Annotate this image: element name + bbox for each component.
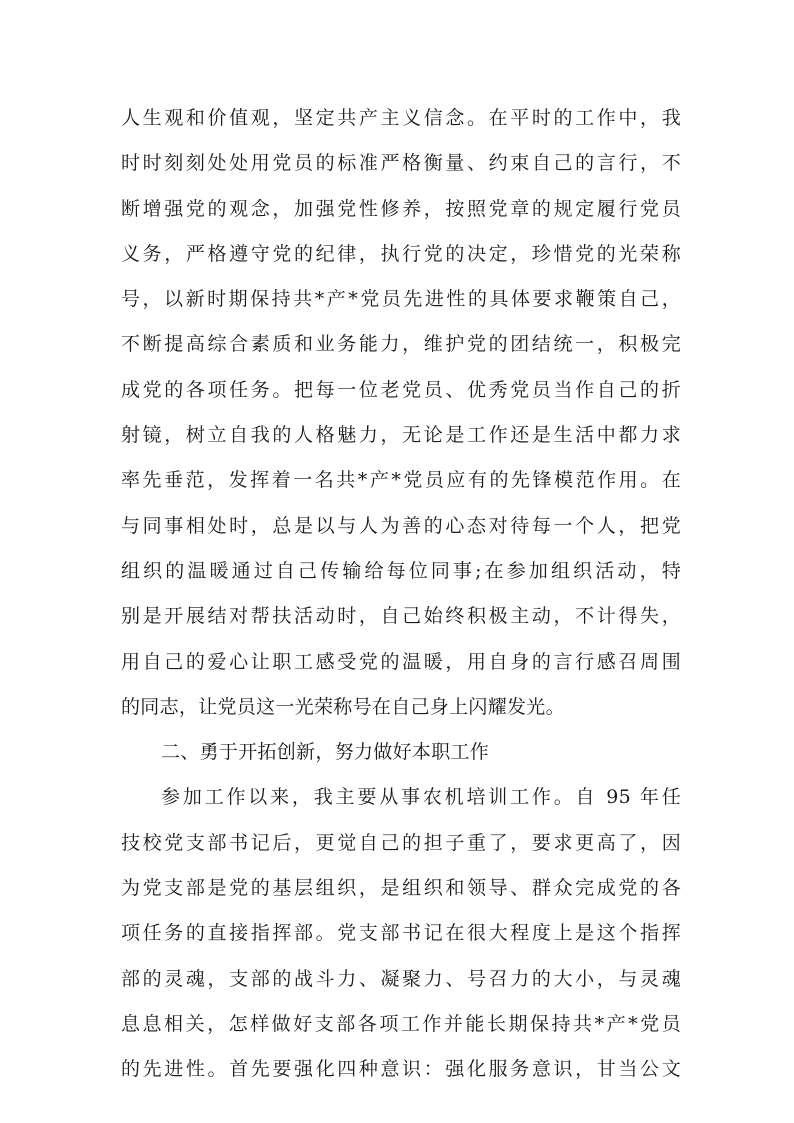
text-line: 为党支部是党的基层组织，是组织和领导、群众完成党的各 [121, 877, 681, 900]
text-line: 成党的各项任务。把每一位老党员、优秀党员当作自己的折 [121, 378, 681, 401]
text-line: 别是开展结对帮扶活动时，自己始终积极主动，不计得失， [121, 605, 681, 628]
text-line: 与同事相处时，总是以与人为善的心态对待每一个人，把党 [121, 514, 681, 537]
text-line: 的同志，让党员这一光荣称号在自己身上闪耀发光。 [121, 695, 565, 718]
text-line: 率先垂范，发挥着一名共*产*党员应有的先锋模范作用。在 [121, 469, 681, 492]
text-line: 人生观和价值观，坚定共产主义信念。在平时的工作中，我 [121, 107, 681, 129]
text-line: 不断提高综合素质和业务能力，维护党的团结统一，积极完 [121, 333, 681, 356]
text-line: 义务，严格遵守党的纪律，执行党的决定，珍惜党的光荣称 [121, 242, 681, 265]
text-line: 用自己的爱心让职工感受党的温暖，用自身的言行感召周围 [121, 650, 681, 673]
text-line: 项任务的直接指挥部。党支部书记在很大程度上是这个指挥 [121, 922, 681, 945]
text-line: 号，以新时期保持共*产*党员先进性的具体要求鞭策自己， [121, 288, 681, 311]
text-line: 息息相关，怎样做好支部各项工作并能长期保持共*产*党员 [121, 1012, 681, 1035]
text-line: 技校党支部书记后，更觉自己的担子重了，要求更高了，因 [121, 831, 681, 854]
body-text [121, 96, 681, 1093]
text-line: 组织的温暖通过自己传输给每位同事;在参加组织活动，特 [121, 559, 681, 582]
text-line: 部的灵魂，支部的战斗力、凝聚力、号召力的大小，与灵魂 [121, 967, 681, 990]
text-line: 时时刻刻处处用党员的标准严格衡量、约束自己的言行，不 [121, 152, 681, 175]
text-line: 射镜，树立自我的人格魅力，无论是工作还是生活中都力求 [121, 424, 681, 447]
text-line: 参加工作以来，我主要从事农机培训工作。自 95 年任 [161, 786, 681, 809]
text-line: 断增强党的观念，加强党性修养，按照党章的规定履行党员 [121, 197, 681, 220]
section-heading: 二、勇于开拓创新，努力做好本职工作 [161, 741, 490, 764]
text-line: 的先进性。首先要强化四种意识：强化服务意识，甘当公文 [121, 1058, 681, 1081]
